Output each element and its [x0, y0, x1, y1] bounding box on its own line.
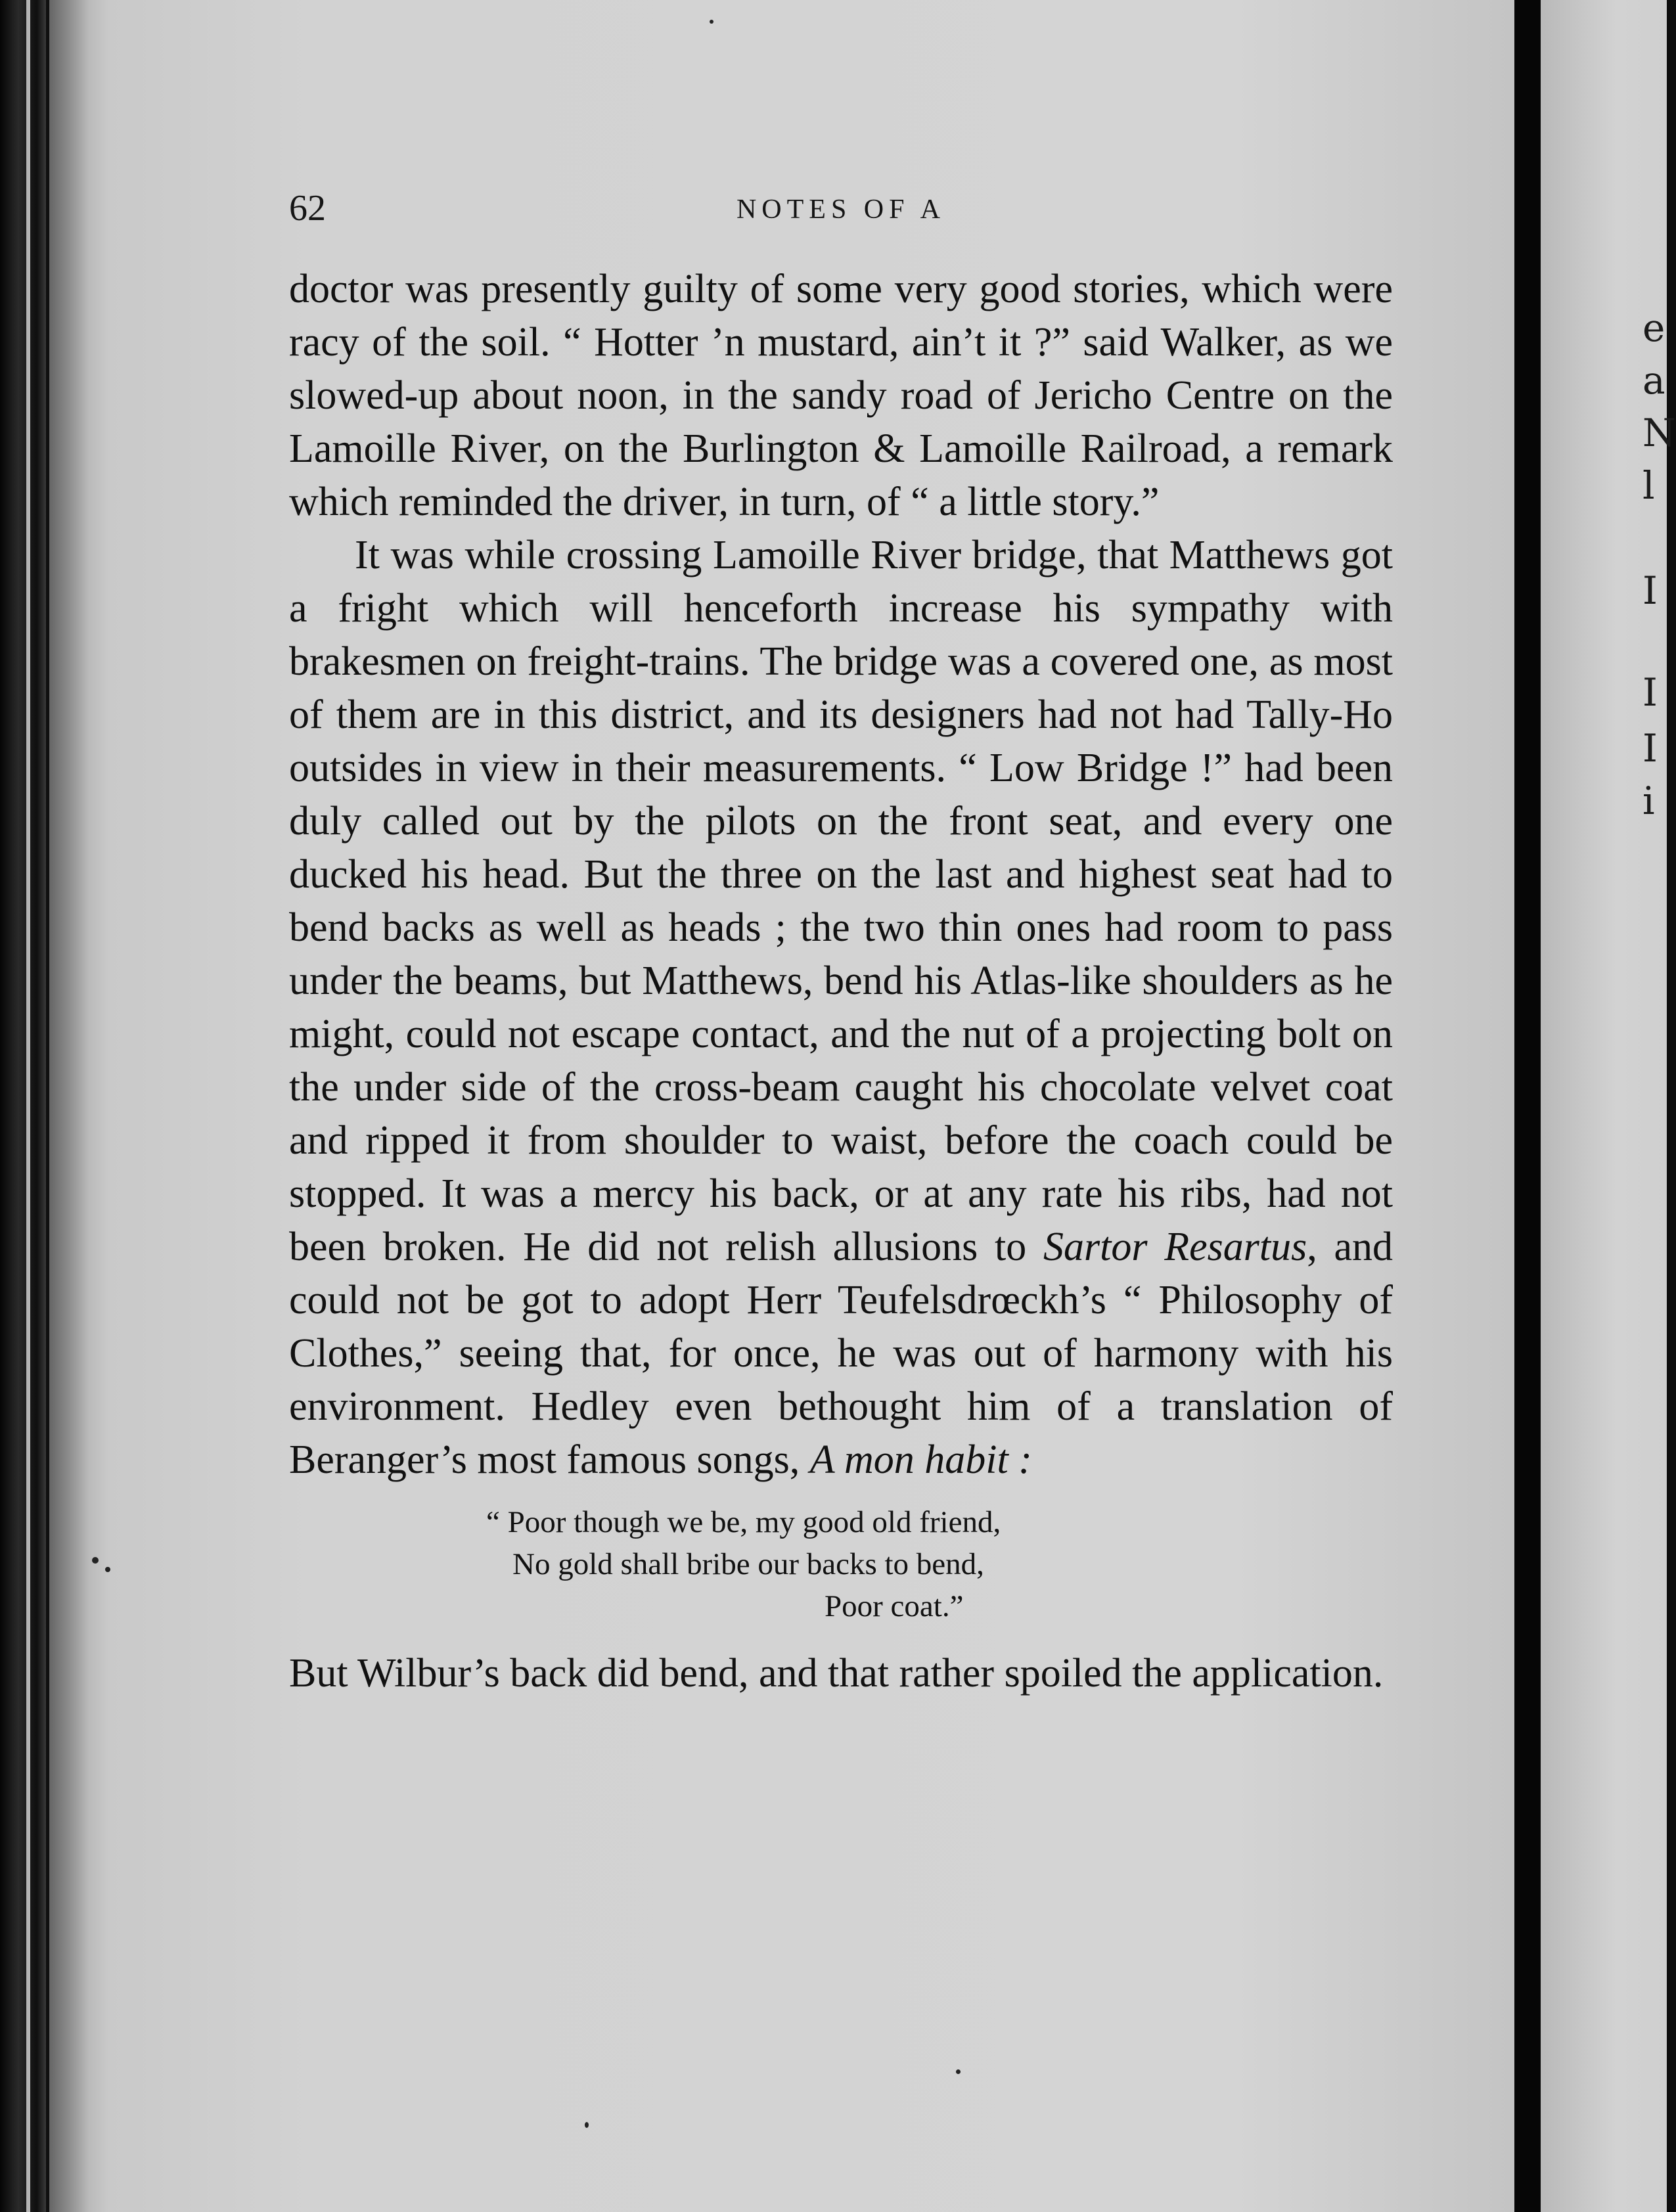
- facing-page-mark: a: [1642, 358, 1665, 403]
- page-gutter: [1514, 0, 1541, 2212]
- paragraph-2: [289, 529, 1393, 1487]
- paragraph-3: But Wilbur’s back did bend, and that rather spoiled the application.: [289, 1651, 1384, 1696]
- scan-speck: [710, 20, 713, 24]
- verse-line-1: “ Poor though we be, my good old friend,: [486, 1505, 1001, 1539]
- facing-page-mark: I: [1642, 670, 1658, 715]
- paragraph-2-text: It was while crossing Lamoille River bridge, that Matthews got a fright which will henceforth increase his sympathy with brakesmen on freight-trains. The bridge was a covered one, as most of them are in this district, and its designers had not had Tally-Ho outsides in view in their measurements. “ Low Bridge !” had been duly called out by the pilots on the front seat, and every one ducked his head. But the three on the last and highest seat had to bend backs as well as heads ; the two thin ones had room to pass under the beams, but Matthews, bend his Atlas-like shoulders as he might, could not escape contact, and the nut of a projecting bolt on the under side of the cross-beam caught his chocolate velvet coat and ripped it from shoulder to waist, before the coach could be stopped. It was a mercy his back, or at any rate his ribs, had not been broken. He did not relish allusions to: [289, 533, 1393, 1269]
- verse-line-3: Poor coat.”: [825, 1589, 964, 1623]
- scan-speck: [585, 2122, 589, 2128]
- facing-page-mark: I: [1642, 726, 1658, 771]
- scan-speck: [105, 1567, 110, 1572]
- page-header: [289, 187, 1393, 240]
- facing-page-mark: i: [1642, 779, 1655, 823]
- book-spine: [0, 0, 46, 2212]
- verse-line-2: No gold shall bribe our backs to bend,: [512, 1547, 984, 1581]
- running-head: NOTES OF A: [736, 194, 946, 225]
- italic-title-a-mon-habit: A mon habit :: [809, 1437, 1032, 1482]
- italic-title-sartor-resartus: Sartor Resartus: [1043, 1225, 1307, 1269]
- spine-edge-line: [26, 0, 30, 2212]
- facing-page-mark: e: [1642, 305, 1665, 350]
- scan-speck: [956, 2069, 961, 2074]
- paragraph-2-text-cont: , and could not be got to adopt Herr Teufelsdrœckh’s “ Philosophy of Clothes,” seeing that, for once, he was out of harmony with his environment. Hedley even bethought him of a translation of Beranger’s most famous songs,: [289, 1225, 1393, 1482]
- verse-quotation: [289, 1501, 1393, 1627]
- facing-page-mark: l: [1642, 463, 1655, 508]
- paragraph-1: doctor was presently guilty of some very good stories, which were racy of the soil. “ Hotter ’n mustard, ain’t it ?” said Walker, as we slowed-up about noon, in the sandy road of Jericho Centre on the Lamoille River, on the Burlington & Lamoille Railroad, a remark which reminded the driver, in turn, of “ a little story.”: [289, 267, 1393, 524]
- facing-page-mark: I: [1642, 568, 1658, 613]
- body-text: [289, 263, 1393, 1700]
- scan-speck: [92, 1557, 99, 1564]
- facing-page-mark: N: [1642, 411, 1676, 455]
- page-shadow: [49, 0, 89, 2212]
- page-number: 62: [289, 188, 326, 229]
